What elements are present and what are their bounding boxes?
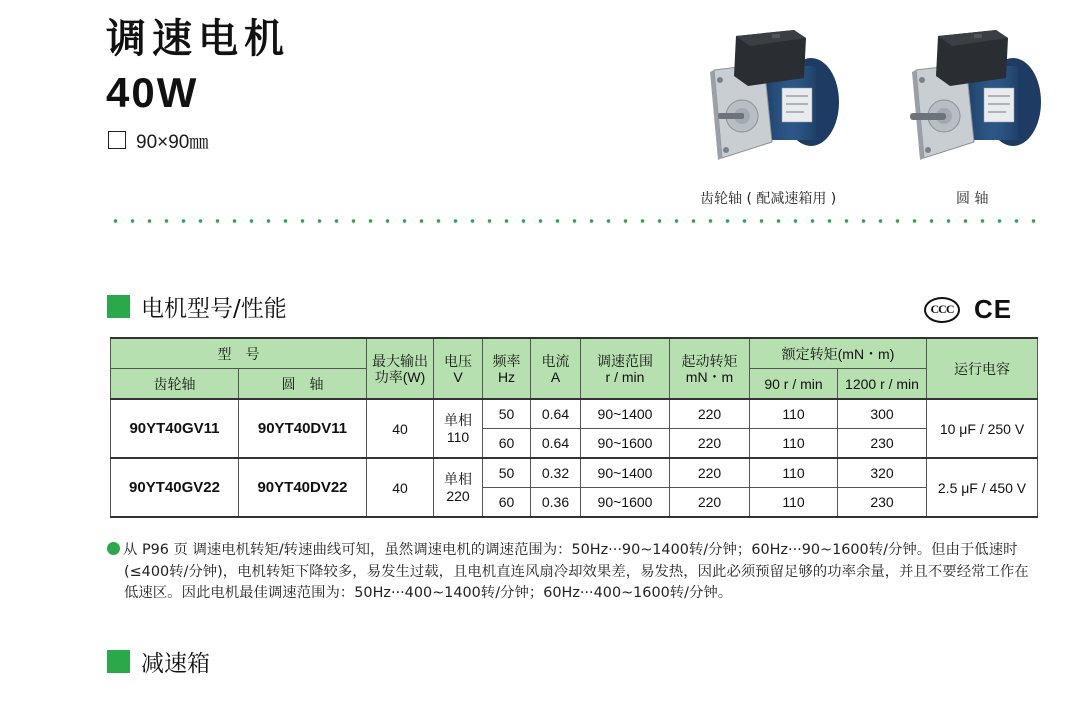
round-shaft-motor-image [910, 24, 1050, 174]
frequency-cell: 50 [483, 399, 531, 429]
rated-90-header: 90 r / min [750, 369, 838, 400]
current-cell: 0.32 [531, 458, 581, 488]
current-cell: 0.64 [531, 429, 581, 459]
model-header: 型 号 [111, 338, 367, 369]
frame-size-label: 90×90㎜ [136, 131, 209, 153]
voltage-cell: 单相 220 [434, 458, 483, 517]
performance-section-title: 电机型号/性能 [141, 296, 287, 322]
spec-table [110, 337, 1038, 518]
start-torque-cell: 220 [670, 399, 750, 429]
usage-note-text: 从 P96 页 调速电机转矩/转速曲线可知，虽然调速电机的调速范围为：50Hz···90~1400转/分钟；60Hz···90~1600转/分钟。但由于低速时(≤400转/分钟)，电机转矩下降较多，易发生过载，且电机直连风扇冷却效果差，易发热，因此必须预留足够的功率余量，并且不要经常工作在低速区。因此电机最佳调速范围为：50Hz···400~1400转/分钟；60Hz···400~1600转/分钟。 [123, 542, 1029, 601]
power-cell: 40 [367, 399, 434, 458]
rated-90-cell: 110 [750, 458, 838, 488]
speed-range-cell: 90~1600 [581, 429, 670, 459]
green-bullet-icon [107, 542, 120, 555]
page-title: 调速电机 [106, 16, 290, 62]
table-row [111, 458, 1038, 488]
start-torque-cell: 220 [670, 458, 750, 488]
current-cell: 0.36 [531, 488, 581, 518]
green-square-icon [107, 650, 130, 673]
rated-90-cell: 110 [750, 399, 838, 429]
frequency-cell: 60 [483, 429, 531, 459]
current-cell: 0.64 [531, 399, 581, 429]
start-torque-header: 起动转矩 mN・m [670, 338, 750, 399]
rated-1200-cell: 300 [838, 399, 927, 429]
round-model-cell: 90YT40DV11 [239, 399, 367, 458]
gear-model-cell: 90YT40GV11 [111, 399, 239, 458]
start-torque-cell: 220 [670, 488, 750, 518]
speed-range-header: 调速范围 r / min [581, 338, 670, 399]
max-output-header: 最大输出 功率(W) [367, 338, 434, 399]
round-model-cell: 90YT40DV22 [239, 458, 367, 517]
speed-range-cell: 90~1400 [581, 458, 670, 488]
current-header: 电流 A [531, 338, 581, 399]
usage-note [107, 540, 1042, 605]
voltage-cell: 单相 110 [434, 399, 483, 458]
square-frame-icon [108, 131, 126, 149]
gearbox-section-heading [107, 645, 210, 678]
rated-torque-header: 额定转矩(mN・m) [750, 338, 927, 369]
ce-mark-icon: CE [974, 294, 1013, 324]
rated-90-cell: 110 [750, 429, 838, 459]
frequency-cell: 50 [483, 458, 531, 488]
gear-shaft-caption: 齿轮轴 ( 配减速箱用 ) [700, 191, 837, 207]
ccc-mark-icon: CCC [924, 297, 960, 323]
certification-marks [924, 294, 1012, 325]
green-square-icon [107, 295, 130, 318]
round-shaft-caption: 圆 轴 [956, 191, 989, 207]
power-cell: 40 [367, 458, 434, 517]
start-torque-cell: 220 [670, 429, 750, 459]
round-shaft-header: 圆 轴 [239, 369, 367, 400]
gear-shaft-header: 齿轮轴 [111, 369, 239, 400]
rated-1200-cell: 230 [838, 429, 927, 459]
speed-range-cell: 90~1400 [581, 399, 670, 429]
power-rating: 40W [106, 69, 199, 116]
voltage-header: 电压 V [434, 338, 483, 399]
gear-shaft-motor-image [708, 24, 848, 174]
gearbox-section-title: 减速箱 [141, 651, 210, 677]
performance-section-heading [107, 290, 287, 323]
capacitor-header: 运行电容 [927, 338, 1038, 399]
frequency-cell: 60 [483, 488, 531, 518]
rated-1200-header: 1200 r / min [838, 369, 927, 400]
frequency-header: 频率 Hz [483, 338, 531, 399]
dotted-divider [107, 218, 1042, 224]
rated-1200-cell: 230 [838, 488, 927, 518]
rated-90-cell: 110 [750, 488, 838, 518]
capacitor-cell: 2.5 μF / 450 V [927, 458, 1038, 517]
table-row [111, 399, 1038, 429]
speed-range-cell: 90~1600 [581, 488, 670, 518]
frame-size [108, 128, 208, 152]
capacitor-cell: 10 μF / 250 V [927, 399, 1038, 458]
gear-model-cell: 90YT40GV22 [111, 458, 239, 517]
rated-1200-cell: 320 [838, 458, 927, 488]
